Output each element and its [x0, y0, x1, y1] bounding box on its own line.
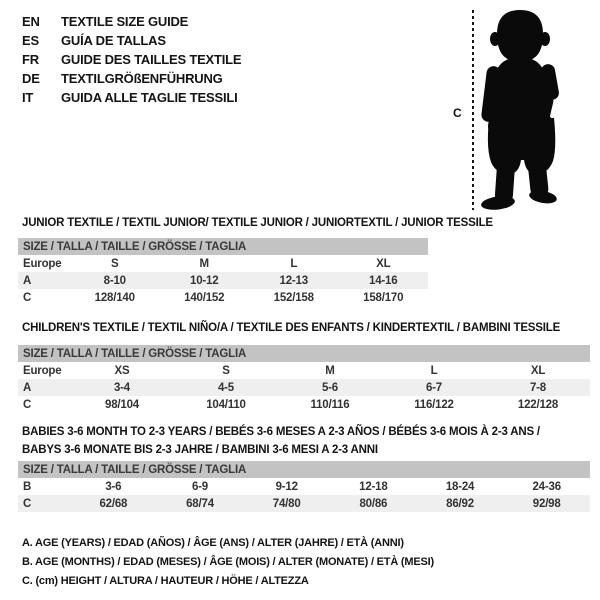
table-cell: 24-36	[532, 480, 561, 493]
table-cell: 6-9	[191, 480, 209, 493]
language-code: IT	[22, 90, 34, 105]
table-cell: M	[325, 364, 335, 377]
guide-title: TEXTILGRÖßENFÜHRUNG	[61, 71, 223, 86]
row-label: C	[23, 291, 32, 304]
row-label: C	[23, 398, 32, 411]
table-cell: 152/158	[273, 291, 314, 304]
table-cell: 8-10	[103, 274, 126, 287]
table-cell: 4-5	[217, 381, 235, 394]
table-row	[18, 396, 590, 413]
language-code: DE	[22, 71, 40, 86]
table-cell: XL	[530, 364, 546, 377]
table-cell: L	[430, 364, 438, 377]
table-cell: 18-24	[445, 480, 475, 493]
table-cell: S	[222, 364, 230, 377]
table-cell: 68/74	[186, 497, 214, 510]
footnote-b: B. AGE (MONTHS) / EDAD (MESES) / ÂGE (MOIS) / ALTER (MONATE) / ETÀ (MESI)	[22, 556, 434, 568]
size-header-bar: SIZE / TALLA / TAILLE / GRÖSSE / TAGLIA	[18, 345, 590, 362]
height-measure-label: C	[453, 106, 462, 120]
footnote-a: A. AGE (YEARS) / EDAD (AÑOS) / ÂGE (ANS) / ALTER (JAHRE) / ETÀ (ANNI)	[22, 537, 404, 549]
guide-title: GUIDE DES TAILLES TEXTILE	[61, 52, 242, 67]
table-cell: 140/152	[184, 291, 225, 304]
language-row	[22, 31, 241, 50]
table-cell: 158/170	[363, 291, 404, 304]
guide-title: TEXTILE SIZE GUIDE	[61, 14, 189, 29]
size-header-bar: SIZE / TALLA / TAILLE / GRÖSSE / TAGLIA	[18, 238, 428, 255]
table-cell: 12-13	[279, 274, 308, 287]
table-cell: L	[290, 257, 298, 270]
row-label: A	[23, 274, 32, 287]
row-label: A	[23, 381, 32, 394]
table-row	[18, 272, 428, 289]
footnote-c: C. (cm) HEIGHT / ALTURA / HAUTEUR / HÖHE / ALTEZZA	[22, 575, 309, 587]
row-label: Europe	[23, 364, 62, 377]
table-row	[18, 255, 428, 272]
language-row	[22, 69, 241, 88]
language-code: ES	[22, 33, 39, 48]
table-row	[18, 289, 428, 306]
table-cell: 6-7	[425, 381, 443, 394]
children-section-title: CHILDREN'S TEXTILE / TEXTIL NIÑO/A / TEXTILE DES ENFANTS / KINDERTEXTIL / BAMBINI TESSILE	[22, 322, 561, 334]
table-cell: 104/110	[206, 398, 246, 411]
language-row	[22, 50, 241, 69]
table-row	[18, 379, 590, 396]
table-cell: 122/128	[517, 398, 559, 411]
guide-title: GUÍA DE TALLAS	[61, 33, 166, 48]
table-cell: 92/98	[532, 497, 561, 510]
table-cell: 12-18	[359, 480, 388, 493]
language-code: FR	[22, 52, 39, 67]
children-size-table	[18, 345, 590, 413]
babies-title-line2: BABYS 3-6 MONATE BIS 2-3 JAHRE / BAMBINI 3-6 MESI A 2-3 ANNI	[22, 444, 378, 456]
table-cell: 5-6	[321, 381, 339, 394]
table-cell: 80/86	[359, 497, 388, 510]
baby-silhouette-icon	[479, 8, 571, 210]
table-cell: XS	[114, 364, 130, 377]
table-cell: 98/104	[105, 398, 139, 411]
height-measure-line	[472, 10, 474, 210]
table-cell: XL	[376, 257, 391, 270]
table-cell: 62/68	[99, 497, 128, 510]
babies-section-title	[22, 423, 540, 459]
language-code: EN	[22, 14, 40, 29]
language-title-block	[22, 12, 241, 107]
table-row	[18, 495, 590, 512]
table-row	[18, 478, 590, 495]
table-cell: 3-4	[113, 381, 131, 394]
table-cell: 128/140	[94, 291, 135, 304]
babies-size-table	[18, 461, 590, 512]
table-cell: 3-6	[105, 480, 122, 493]
row-label: C	[23, 497, 32, 510]
junior-size-table	[18, 238, 428, 306]
table-cell: 7-8	[529, 381, 547, 394]
table-cell: M	[199, 257, 209, 270]
table-cell: 9-12	[275, 480, 298, 493]
table-cell: 116/122	[414, 398, 454, 411]
table-cell: S	[111, 257, 119, 270]
junior-section-title: JUNIOR TEXTILE / TEXTIL JUNIOR/ TEXTILE JUNIOR / JUNIORTEXTIL / JUNIOR TESSILE	[22, 217, 493, 229]
row-label: B	[23, 480, 32, 493]
guide-title: GUIDA ALLE TAGLIE TESSILI	[61, 90, 238, 105]
language-row	[22, 12, 241, 31]
babies-title-line1: BABIES 3-6 MONTH TO 2-3 YEARS / BEBÉS 3-6 MESES A 2-3 AÑOS / BÉBÉS 3-6 MOIS À 2-3 ANS /	[22, 426, 540, 438]
table-cell: 10-12	[190, 274, 219, 287]
table-cell: 86/92	[446, 497, 474, 510]
table-cell: 14-16	[369, 274, 398, 287]
size-header-bar: SIZE / TALLA / TAILLE / GRÖSSE / TAGLIA	[18, 461, 590, 478]
table-cell: 74/80	[272, 497, 301, 510]
table-cell: 110/116	[310, 398, 350, 411]
footnotes-block	[22, 534, 434, 591]
row-label: Europe	[23, 257, 62, 270]
language-row	[22, 88, 241, 107]
table-row	[18, 362, 590, 379]
